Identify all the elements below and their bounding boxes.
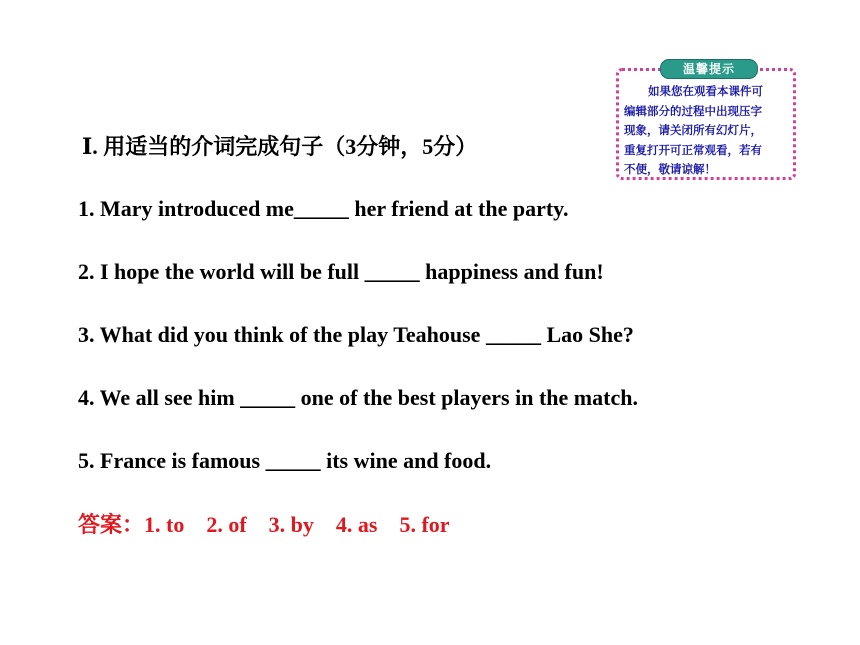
section-heading: Ⅰ. 用适当的介词完成句子（3分钟，5分） — [82, 134, 478, 159]
tip-line: 如果您在观看本课件可 — [648, 84, 763, 98]
answer-label: 答案： — [78, 512, 145, 537]
tip-line: 重复打开可正常观看，若有 — [624, 142, 762, 157]
tip-line: 编辑部分的过程中出现压字 — [624, 103, 762, 118]
question-2: 2. I hope the world will be full _____ happiness and fun! — [78, 259, 604, 284]
tip-line: 不便，敬请谅解！ — [624, 162, 716, 176]
tip-text — [624, 82, 790, 180]
answer-line — [78, 508, 472, 539]
question-1: 1. Mary introduced me_____ her friend at the party. — [78, 196, 569, 221]
question-5: 5. France is famous _____ its wine and food. — [78, 448, 492, 473]
answer-item: 4. as — [335, 512, 378, 537]
question-3: 3. What did you think of the play Teahouse _____ Lao She? — [78, 322, 634, 347]
answer-item: 5. for — [399, 512, 450, 537]
answer-item: 3. by — [268, 512, 314, 537]
question-4: 4. We all see him _____ one of the best players in the match. — [78, 385, 638, 410]
answer-item: 1. to — [144, 512, 185, 537]
answer-item: 2. of — [206, 512, 247, 537]
tip-title: 温馨提示 — [660, 59, 758, 79]
tip-line: 现象，请关闭所有幻灯片， — [624, 123, 762, 137]
